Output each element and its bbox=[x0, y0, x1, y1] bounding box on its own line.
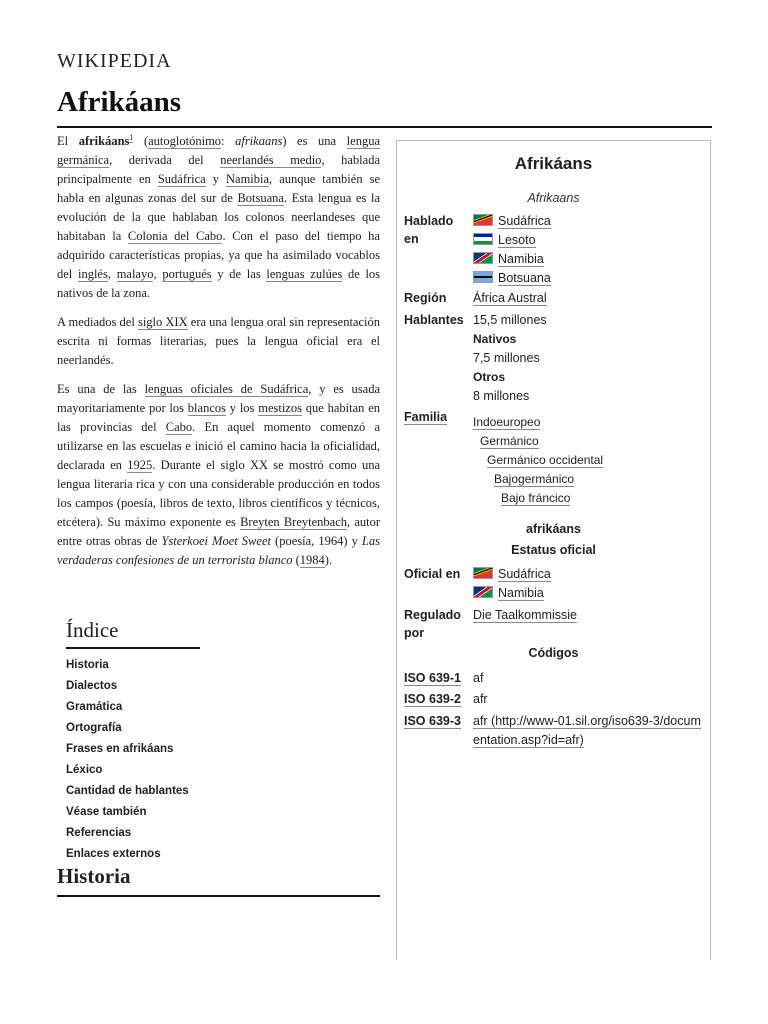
link-portugues[interactable]: portugués bbox=[162, 267, 212, 281]
link-malayo[interactable]: malayo bbox=[116, 267, 154, 281]
history-paragraph bbox=[57, 313, 380, 370]
bold-term: afrikáans bbox=[78, 134, 130, 148]
text: . En aquel momento comenzó a utilizarse en las escuelas e inició el camino hacia la oficialidad, declarada en bbox=[57, 420, 380, 472]
toc-item[interactable]: Cantidad de hablantes bbox=[66, 785, 189, 797]
family-level bbox=[473, 413, 603, 432]
others-label: Otros bbox=[473, 370, 506, 384]
text: ) es una bbox=[282, 134, 347, 148]
text: de los nativos de la zona. bbox=[57, 267, 381, 300]
text: , derivada del bbox=[109, 153, 221, 167]
toc-item[interactable]: Referencias bbox=[66, 827, 132, 839]
iso1-label-link[interactable]: ISO 639-1 bbox=[404, 671, 461, 685]
text: . Esta lengua es la evolución de la que hablaban los colonos neerlandeses que habitaban la bbox=[57, 191, 381, 243]
reference-link[interactable]: 1 bbox=[129, 132, 134, 142]
table-of-contents bbox=[66, 618, 206, 865]
others-value: 8 millones bbox=[473, 389, 530, 403]
text: , y es usada mayoritariamente por los bbox=[57, 382, 381, 415]
family-level bbox=[473, 451, 603, 470]
toc-item[interactable]: Gramática bbox=[66, 701, 123, 713]
text: , bbox=[107, 267, 117, 281]
country-item bbox=[473, 565, 551, 584]
link-ingles[interactable]: inglés bbox=[77, 267, 108, 281]
language-name: afrikáans bbox=[526, 522, 581, 536]
country-item bbox=[473, 212, 551, 231]
natives-label: Nativos bbox=[473, 332, 517, 346]
region-link[interactable]: África Austral bbox=[473, 291, 547, 305]
link-breyten-breytenbach[interactable]: Breyten Breytenbach bbox=[240, 515, 347, 529]
link-sudafrica[interactable]: Sudáfrica bbox=[157, 172, 206, 186]
text: (poesía, 1964) y bbox=[270, 534, 362, 548]
iso3-label bbox=[404, 712, 461, 730]
link-namibia[interactable]: Namibia bbox=[226, 172, 270, 186]
country-link[interactable]: Namibia bbox=[498, 586, 544, 600]
link-lenguas-oficiales[interactable]: lenguas oficiales de Sudáfrica bbox=[144, 382, 309, 396]
toc-item[interactable]: Léxico bbox=[66, 764, 103, 776]
text: ). bbox=[324, 553, 333, 567]
text: : bbox=[221, 134, 236, 148]
official-in-label: Oficial en bbox=[404, 567, 461, 581]
link-autoglotonimo[interactable]: autoglotónimo bbox=[148, 134, 222, 148]
country-link[interactable]: Namibia bbox=[498, 252, 544, 266]
family-level bbox=[473, 470, 603, 489]
toc-item[interactable]: Ortografía bbox=[66, 722, 122, 734]
infobox-native-name: Afrikaans bbox=[527, 191, 580, 205]
regulated-by-label: Regulado por bbox=[404, 608, 461, 640]
official-status-heading: Estatus oficial bbox=[511, 543, 596, 557]
spoken-in-list bbox=[473, 212, 551, 288]
family-link[interactable]: Bajogermánico bbox=[494, 472, 575, 486]
speakers-total: 15,5 millones bbox=[473, 313, 547, 327]
iso2-label bbox=[404, 690, 461, 708]
regulator-link[interactable]: Die Taalkommissie bbox=[473, 608, 577, 622]
iso1-label bbox=[404, 669, 461, 687]
country-link[interactable]: Sudáfrica bbox=[498, 567, 551, 581]
section-heading-historia: Historia bbox=[57, 864, 380, 897]
link-siglo-xix[interactable]: siglo XIX bbox=[137, 315, 188, 329]
family-link[interactable]: Bajo fráncico bbox=[501, 491, 571, 505]
text: A mediados del bbox=[57, 315, 138, 329]
region-value bbox=[473, 289, 547, 308]
text: , bbox=[153, 267, 163, 281]
link-cabo[interactable]: Cabo bbox=[165, 420, 193, 434]
link-neerlandes-medio[interactable]: neerlandés medio bbox=[220, 153, 322, 167]
family-level bbox=[473, 432, 603, 451]
namibia-flag-icon bbox=[473, 586, 493, 598]
toc-item[interactable]: Enlaces externos bbox=[66, 848, 161, 860]
south-africa-flag-icon bbox=[473, 567, 493, 579]
link-1984[interactable]: 1984 bbox=[299, 553, 325, 567]
regulated-by-value bbox=[473, 606, 577, 625]
text: , hablada principalmente en bbox=[57, 153, 380, 186]
toc-item[interactable]: Frases en afrikáans bbox=[66, 743, 174, 755]
region-label: Región bbox=[404, 291, 447, 305]
spoken-in-label: Hablado en bbox=[404, 214, 454, 246]
iso2-value: afr bbox=[473, 692, 488, 706]
family-link[interactable]: Germánico bbox=[480, 434, 539, 448]
link-lenguas-zulues[interactable]: lenguas zulúes bbox=[266, 267, 343, 281]
toc-item[interactable]: Véase también bbox=[66, 806, 147, 818]
status-paragraph bbox=[57, 380, 380, 570]
family-link[interactable]: Germánico occidental bbox=[487, 453, 604, 467]
codes-heading: Códigos bbox=[528, 646, 579, 660]
text: Es una de las bbox=[57, 382, 145, 396]
country-link[interactable]: Lesoto bbox=[498, 233, 536, 247]
text: . Con el paso del tiempo ha adquirido características propias, ya que ha asimilado vocablos del bbox=[57, 229, 380, 281]
intro-paragraph bbox=[57, 132, 380, 303]
link-1925[interactable]: 1925 bbox=[127, 458, 153, 472]
country-link[interactable]: Sudáfrica bbox=[498, 214, 551, 228]
country-item bbox=[473, 584, 551, 603]
text: ( bbox=[133, 134, 149, 148]
text: , autor entre otras obras de bbox=[57, 515, 381, 548]
speakers-value bbox=[473, 311, 547, 406]
family-level bbox=[473, 489, 603, 508]
family-label bbox=[404, 408, 447, 426]
toc-item[interactable]: Dialectos bbox=[66, 680, 118, 692]
toc-heading: Índice bbox=[66, 618, 200, 649]
wikipedia-wordmark[interactable]: WIKIPEDIA bbox=[57, 50, 172, 72]
family-tree bbox=[473, 413, 603, 508]
text: que habitan en las provincias del bbox=[57, 401, 380, 434]
text: y bbox=[205, 172, 226, 186]
link-blancos[interactable]: blancos bbox=[187, 401, 226, 415]
italic-title: Las verdaderas confesiones de un terrorista blanco bbox=[57, 534, 380, 567]
iso3-label-link[interactable]: ISO 639-3 bbox=[404, 714, 461, 728]
iso3-value bbox=[473, 712, 705, 750]
text: . Durante el siglo XX se mostró como una lengua literaria rica y con una considerable producción en todos los campos (poesía, libros de texto, libros científicos y técnicos, etcétera). Su máximo exponente es bbox=[57, 458, 380, 529]
text: El bbox=[57, 134, 79, 148]
speakers-label: Hablantes bbox=[404, 313, 464, 327]
link-colonia-del-cabo[interactable]: Colonia del Cabo bbox=[127, 229, 223, 243]
text: y los bbox=[225, 401, 259, 415]
text: y de las bbox=[211, 267, 267, 281]
toc-item[interactable]: Historia bbox=[66, 659, 109, 671]
natives-value: 7,5 millones bbox=[473, 351, 540, 365]
official-in-list bbox=[473, 565, 551, 603]
italic-term: afrikaans bbox=[235, 134, 283, 148]
iso1-value: af bbox=[473, 671, 484, 685]
country-item bbox=[473, 269, 551, 288]
iso2-label-link[interactable]: ISO 639-2 bbox=[404, 692, 461, 706]
link-mestizos[interactable]: mestizos bbox=[258, 401, 302, 415]
lesotho-flag-icon bbox=[473, 233, 493, 245]
link-botsuana[interactable]: Botsuana bbox=[237, 191, 284, 205]
infobox-title: Afrikáans bbox=[514, 154, 593, 173]
title-divider bbox=[57, 126, 712, 128]
country-item bbox=[473, 250, 551, 269]
country-item bbox=[473, 231, 551, 250]
south-africa-flag-icon bbox=[473, 214, 493, 226]
article-body bbox=[57, 132, 380, 580]
page-title: Afrikáans bbox=[57, 86, 182, 118]
family-label-link[interactable]: Familia bbox=[404, 410, 448, 424]
iso3-link[interactable]: afr (http://www-01.sil.org/iso639-3/documentation.asp?id=afr) bbox=[473, 714, 701, 747]
language-infobox bbox=[396, 140, 711, 960]
botswana-flag-icon bbox=[473, 271, 493, 283]
link-lengua-germanica[interactable]: lengua germánica bbox=[57, 134, 380, 167]
country-link[interactable]: Botsuana bbox=[498, 271, 551, 285]
text: ( bbox=[292, 553, 300, 567]
text: , aunque también se habla en algunas zonas del sur de bbox=[57, 172, 380, 205]
toc-list bbox=[66, 655, 206, 865]
family-link[interactable]: Indoeuropeo bbox=[473, 415, 541, 429]
text: era una lengua oral sin representación escrita ni formas literarias, pues la lengua oficial era el neerlandés. bbox=[57, 315, 381, 367]
italic-title: Ysterkoei Moet Sweet bbox=[161, 534, 271, 548]
namibia-flag-icon bbox=[473, 252, 493, 264]
